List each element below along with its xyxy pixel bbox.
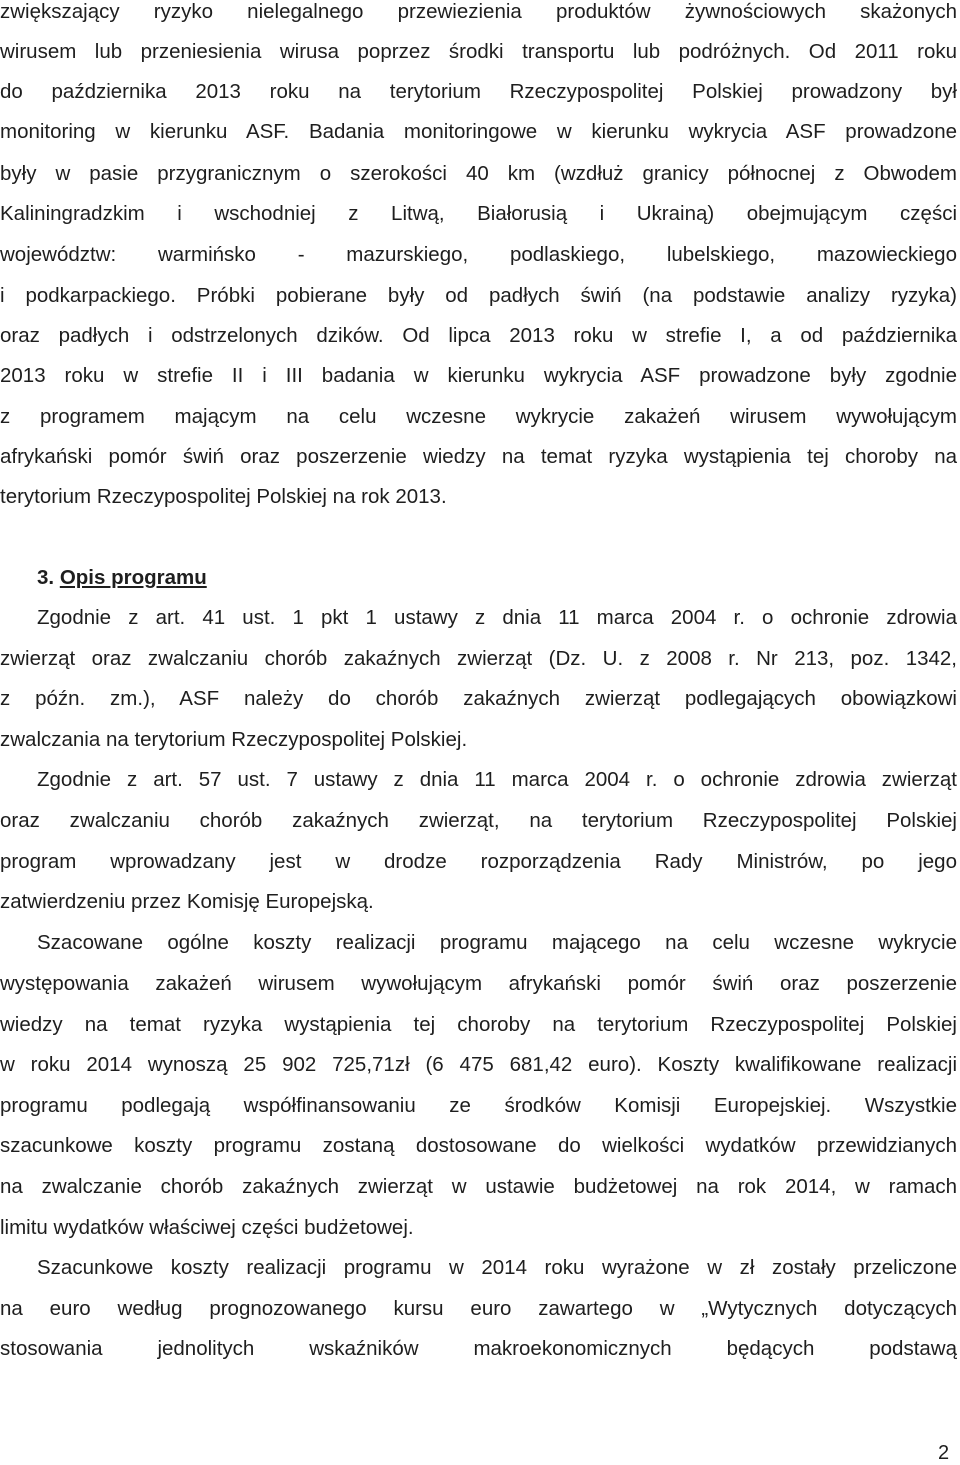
paragraph-2-line: zwalczania na terytorium Rzeczypospolitej Polskiej. [0,728,468,751]
section-number: 3. [37,566,55,589]
paragraph-4-line: wiedzy na temat ryzyka wystąpienia tej choroby na terytorium Rzeczypospolitej Polskiej [0,1013,957,1036]
paragraph-1-line: wirusem lub przeniesienia wirusa poprzez środki transportu lub podróżnych. Od 2011 roku [0,40,957,63]
section-heading [37,566,437,590]
paragraph-1-line: z programem mającym na celu wczesne wykrycie zakażeń wirusem wywołującym [0,405,957,428]
paragraph-1-line: Kaliningradzkim i wschodniej z Litwą, Białorusią i Ukrainą) obejmującym części [0,202,957,225]
paragraph-1-line: zwiększający ryzyko nielegalnego przewiezienia produktów żywnościowych skażonych [0,0,957,23]
paragraph-1-line: afrykański pomór świń oraz poszerzenie wiedzy na temat ryzyka wystąpienia tej choroby na [0,445,957,468]
paragraph-4-line: na zwalczanie chorób zakaźnych zwierząt w ustawie budżetowej na rok 2014, w ramach [0,1175,957,1198]
paragraph-3-line: Zgodnie z art. 57 ust. 7 ustawy z dnia 11 marca 2004 r. o ochronie zdrowia zwierząt [37,768,957,791]
paragraph-1-line: 2013 roku w strefie II i III badania w kierunku wykrycia ASF prowadzone były zgodnie [0,364,957,387]
paragraph-5-line: na euro według prognozowanego kursu euro zawartego w „Wytycznych dotyczących [0,1297,957,1320]
paragraph-4-line: limitu wydatków właściwej części budżetowej. [0,1216,414,1239]
page-number: 2 [938,1442,950,1464]
paragraph-5-line: Szacunkowe koszty realizacji programu w 2014 roku wyrażone w zł zostały przeliczone [37,1256,957,1279]
paragraph-2-line: Zgodnie z art. 41 ust. 1 pkt 1 ustawy z dnia 11 marca 2004 r. o ochronie zdrowia [37,606,957,629]
paragraph-4-line: szacunkowe koszty programu zostaną dostosowane do wielkości wydatków przewidzianych [0,1134,957,1157]
paragraph-1-line: i podkarpackiego. Próbki pobierane były od padłych świń (na podstawie analizy ryzyka) [0,284,957,307]
paragraph-1-line: województw: warmińsko - mazurskiego, podlaskiego, lubelskiego, mazowieckiego [0,243,957,266]
paragraph-2-line: z późn. zm.), ASF należy do chorób zakaźnych zwierząt podlegających obowiązkowi [0,687,957,710]
paragraph-3-line: program wprowadzany jest w drodze rozporządzenia Rady Ministrów, po jego [0,850,957,873]
paragraph-4-line: w roku 2014 wynoszą 25 902 725,71zł (6 475 681,42 euro). Koszty kwalifikowane realizacji [0,1053,957,1076]
paragraph-5-line: stosowania jednolitych wskaźników makroekonomicznych będących podstawą [0,1337,957,1360]
paragraph-4-line: programu podlegają współfinansowaniu ze środków Komisji Europejskiej. Wszystkie [0,1094,957,1117]
paragraph-3-line: zatwierdzeniu przez Komisję Europejską. [0,890,374,913]
paragraph-1-line: oraz padłych i odstrzelonych dzików. Od lipca 2013 roku w strefie I, a od października [0,324,957,347]
paragraph-1-line: terytorium Rzeczypospolitej Polskiej na rok 2013. [0,485,447,508]
paragraph-1-line: były w pasie przygranicznym o szerokości 40 km (wzdłuż granicy północnej z Obwodem [0,162,957,185]
paragraph-4-line: Szacowane ogólne koszty realizacji programu mającego na celu wczesne wykrycie [37,931,957,954]
section-title: Opis programu [59,566,207,589]
paragraph-2-line: zwierząt oraz zwalczaniu chorób zakaźnych zwierząt (Dz. U. z 2008 r. Nr 213, poz. 1342, [0,647,957,670]
paragraph-4-line: występowania zakażeń wirusem wywołującym afrykański pomór świń oraz poszerzenie [0,972,957,995]
paragraph-3-line: oraz zwalczaniu chorób zakaźnych zwierząt, na terytorium Rzeczypospolitej Polskiej [0,809,957,832]
paragraph-1-line: monitoring w kierunku ASF. Badania monitoringowe w kierunku wykrycia ASF prowadzone [0,120,957,143]
paragraph-1-line: do października 2013 roku na terytorium Rzeczypospolitej Polskiej prowadzony był [0,80,957,103]
